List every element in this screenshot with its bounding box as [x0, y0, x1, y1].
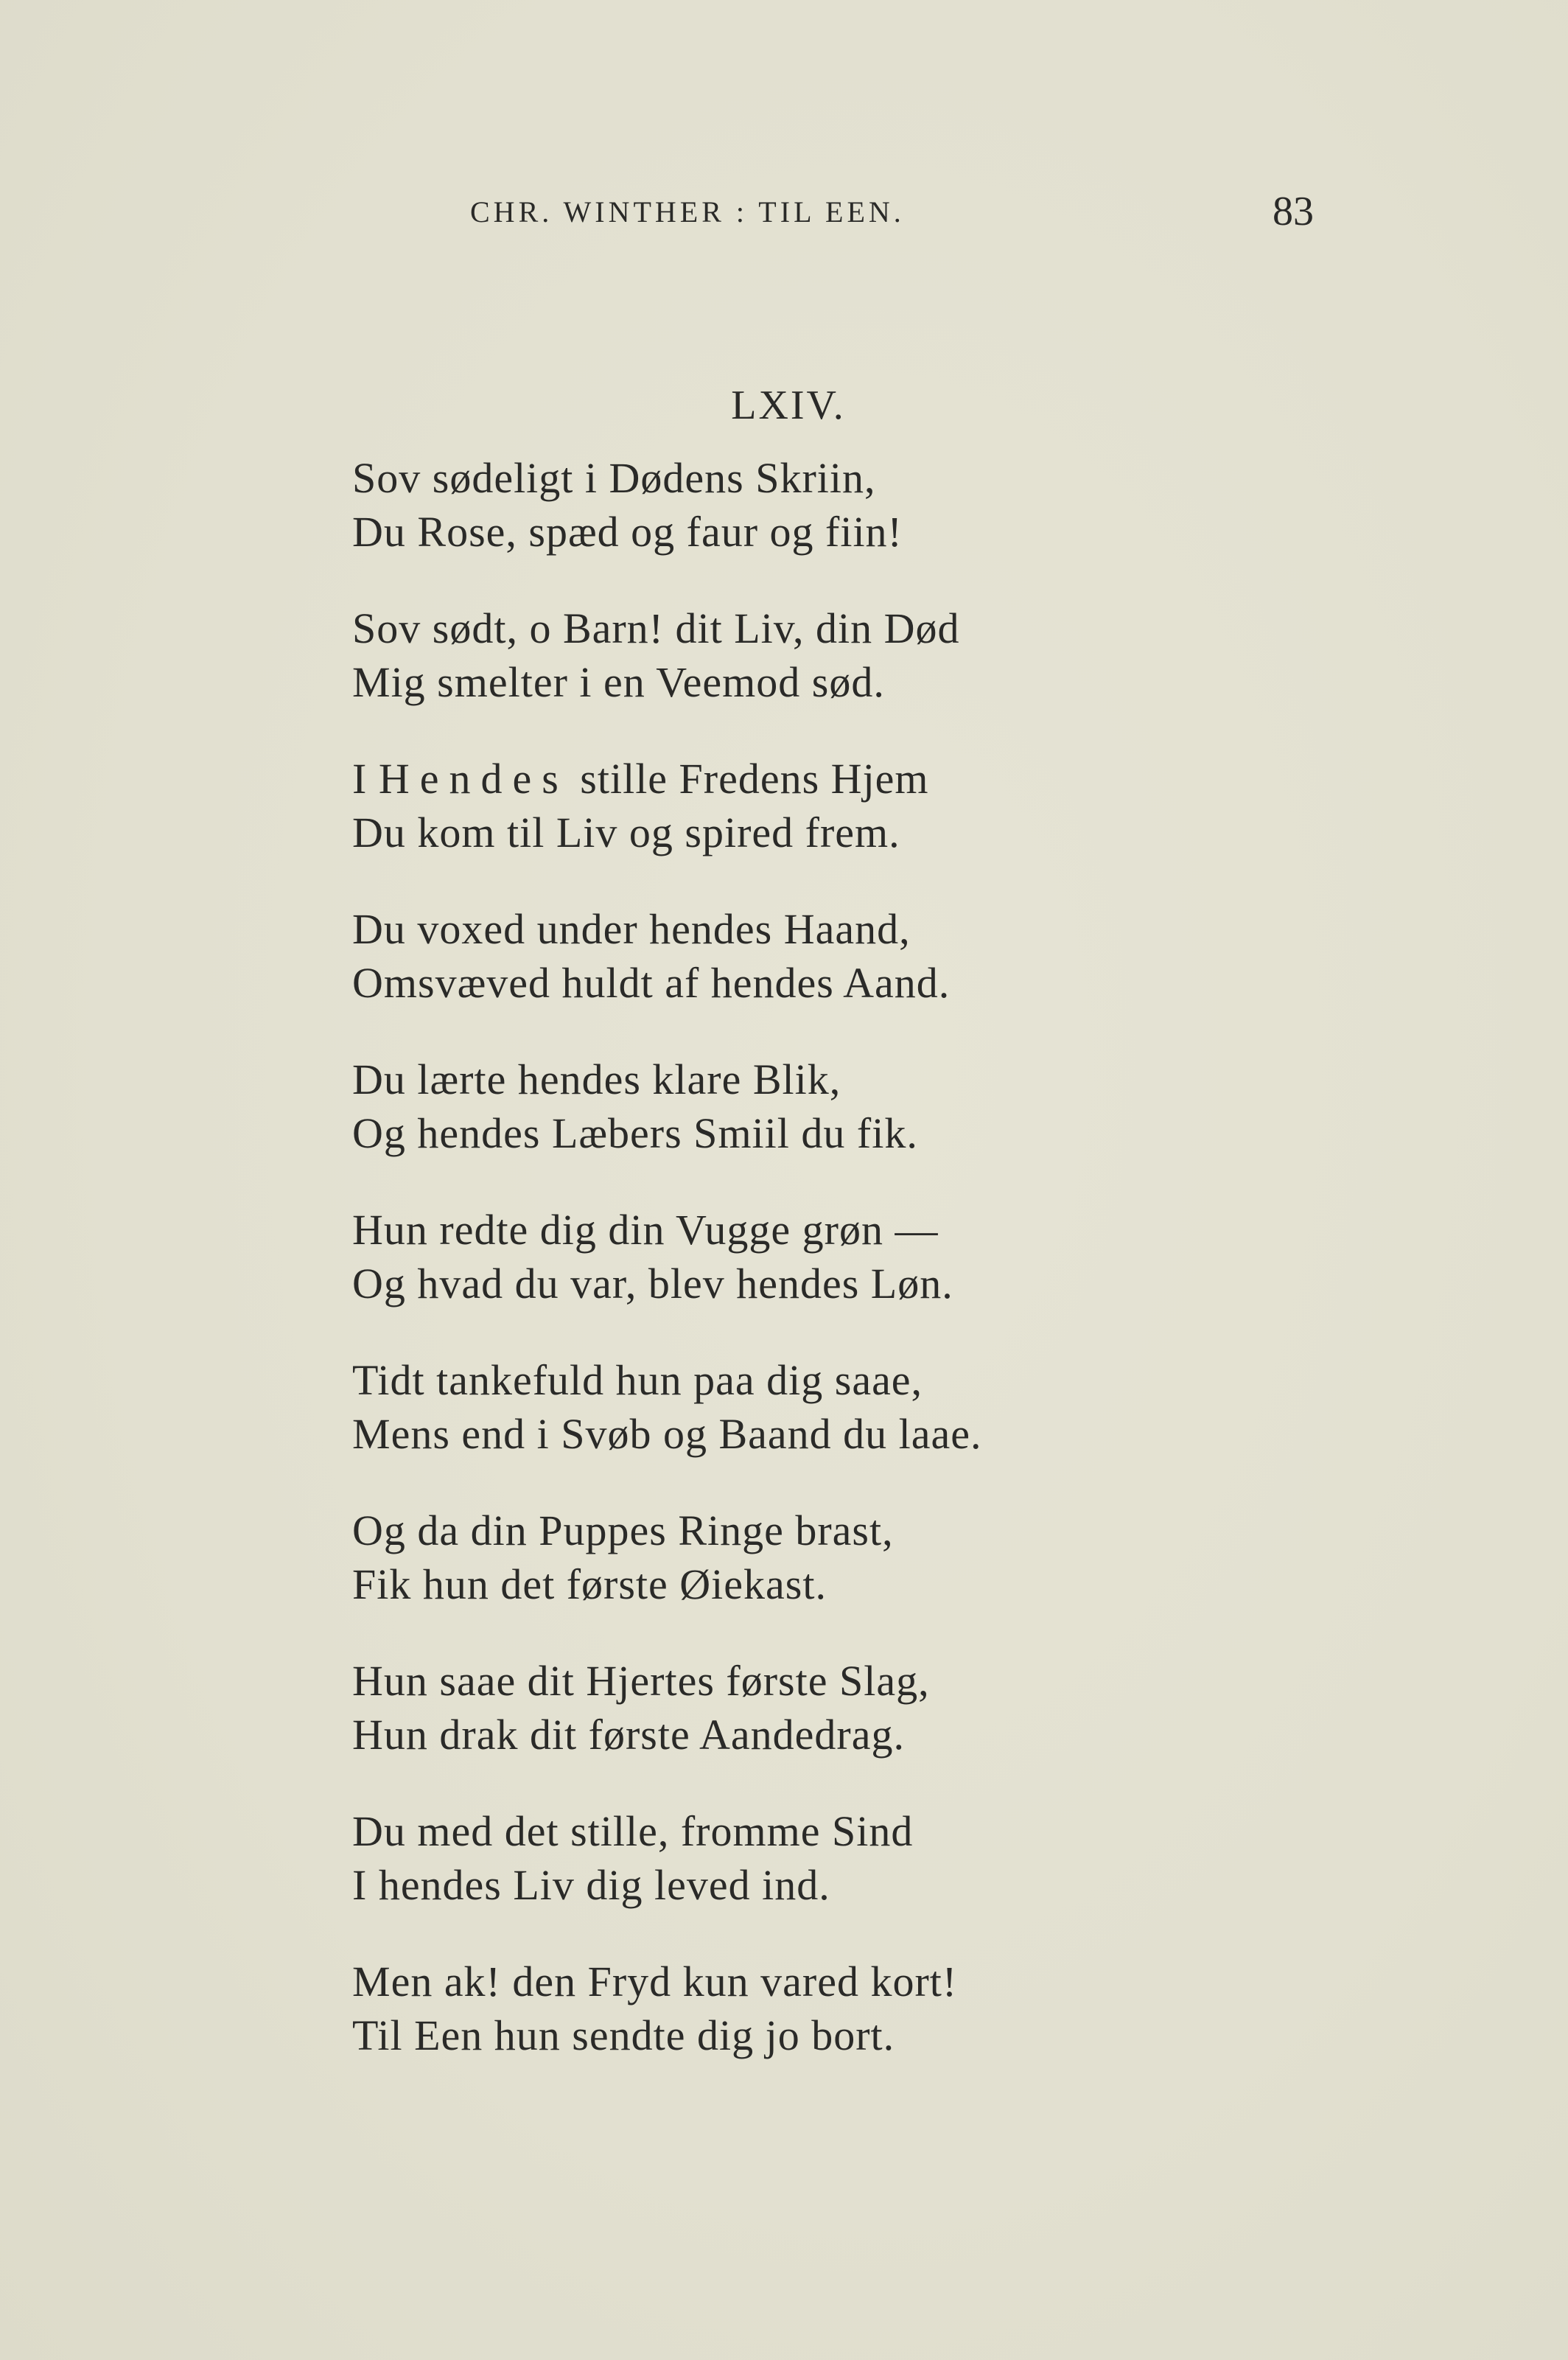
poem-line: Mens end i Svøb og Baand du laae. — [352, 1410, 982, 1458]
running-title: CHR. WINTHER : TIL EEN. — [470, 195, 905, 228]
stanza-7 — [352, 1353, 1236, 1461]
poem-line: Omsvæved huldt af hendes Aand. — [352, 959, 951, 1007]
emphasis-lead: I — [352, 755, 368, 803]
emphasis-rest: stille Fredens Hjem — [568, 755, 929, 803]
poem-line: Du voxed under hendes Haand, — [352, 905, 911, 953]
stanza-9 — [352, 1654, 1236, 1762]
running-head — [0, 190, 1568, 234]
poem-line: Sov sødt, o Barn! dit Liv, din Død — [352, 604, 960, 652]
stanza-5 — [352, 1052, 1236, 1160]
stanza-3 — [352, 752, 1236, 859]
stanza-11 — [352, 1955, 1236, 2062]
poem-line: Du Rose, spæd og faur og fiin! — [352, 508, 903, 556]
poem-line: Fik hun det første Øiekast. — [352, 1560, 827, 1608]
poem-line: Til Een hun sendte dig jo bort. — [352, 2011, 895, 2059]
poem-line: Du kom til Liv og spired frem. — [352, 809, 900, 856]
poem-line: Mig smelter i en Veemod sød. — [352, 658, 885, 706]
poem-line: Du med det stille, fromme Sind — [352, 1807, 914, 1855]
poem-line: Hun redte dig din Vugge grøn — — [352, 1206, 939, 1254]
stanza-8 — [352, 1504, 1236, 1611]
spaced-emphasis: Hendes — [378, 755, 569, 803]
poem-line: Men ak! den Fryd kun vared kort! — [352, 1958, 958, 2005]
poem-line: Og hvad du var, blev hendes Løn. — [352, 1260, 953, 1308]
poem-line: Sov sødeligt i Dødens Skriin, — [352, 454, 876, 502]
poem-line: Tidt tankefuld hun paa dig saae, — [352, 1356, 923, 1404]
page-number: 83 — [1273, 189, 1314, 234]
poem-line: Du lærte hendes klare Blik, — [352, 1055, 841, 1103]
poem-line: Og hendes Læbers Smiil du fik. — [352, 1109, 918, 1157]
stanza-10 — [352, 1804, 1236, 1912]
stanza-4 — [352, 902, 1236, 1010]
poem-line: I hendes Liv dig leved ind. — [352, 1861, 830, 1909]
stanza-6 — [352, 1203, 1236, 1310]
poem-line-emphasized — [352, 752, 1236, 806]
poem-line: Hun drak dit første Aandedrag. — [352, 1711, 905, 1759]
poem-body — [352, 451, 1236, 2105]
poem-line: Og da din Puppes Ringe brast, — [352, 1507, 894, 1554]
poem-line: Hun saae dit Hjertes første Slag, — [352, 1657, 930, 1705]
stanza-1 — [352, 451, 1236, 559]
poem-number: LXIV. — [731, 383, 846, 428]
stanza-2 — [352, 601, 1236, 709]
